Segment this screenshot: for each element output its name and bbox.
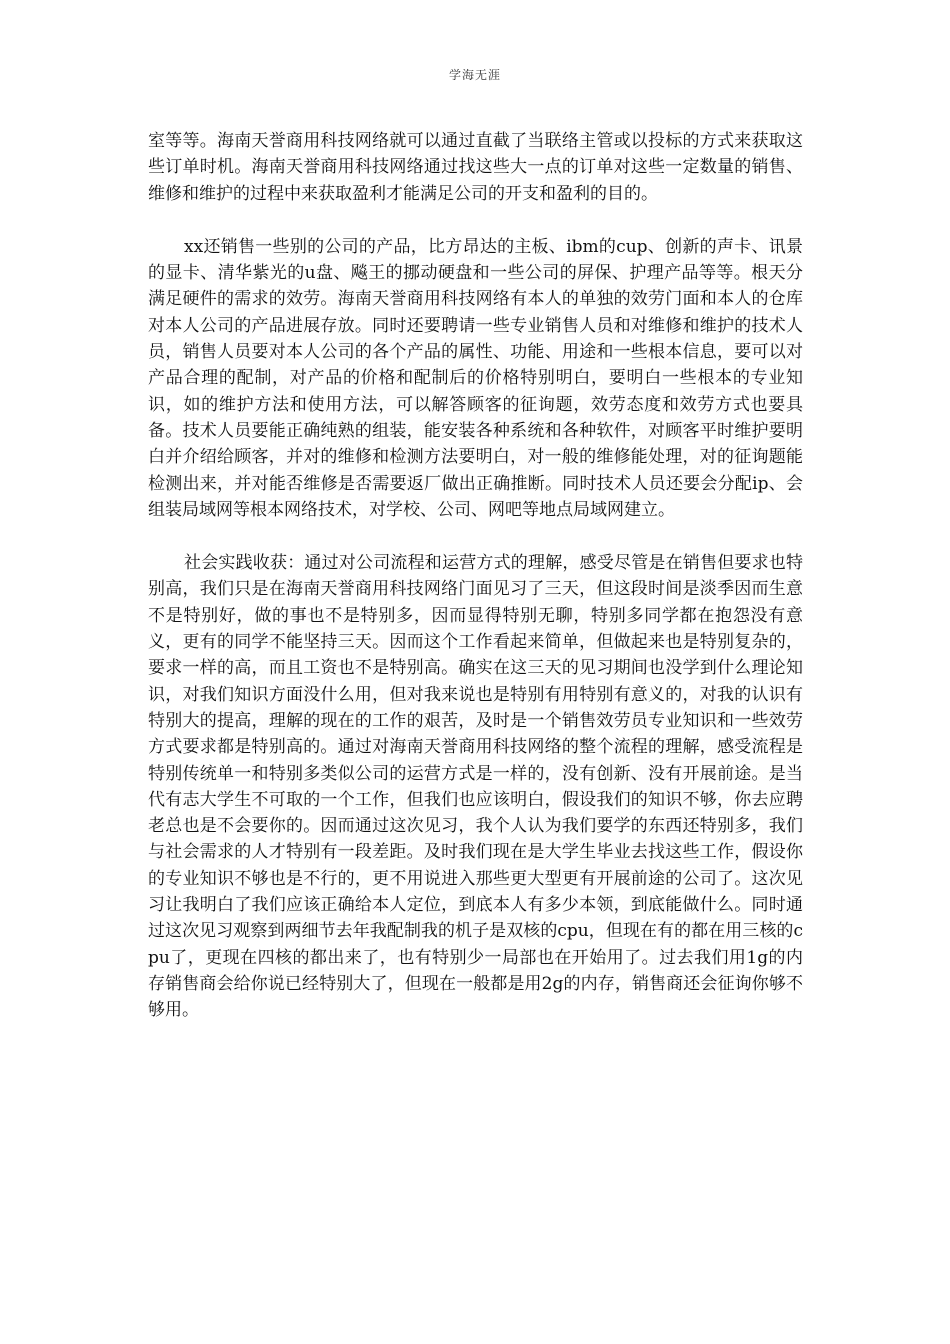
paragraph-2: xx还销售一些别的公司的产品，比方昂达的主板、ibm的cup、创新的声卡、讯景的显卡、清华紫光的u盘、飚王的挪动硬盘和一些公司的屏保、护理产品等等。根天分满足硬件的需求的效劳。海南天誉商用科技网络有本人的单独的效劳门面和本人的仓库对本人公司的产品进展存放。同时还要聘请一些专业销售人员和对维修和维护的技术人员，销售人员要对本人公司的各个产品的属性、功能、用途和一些根本信息，要可以对产品合理的配制，对产品的价格和配制后的价格特别明白，要明白一些根本的专业知识，如的维护方法和使用方法，可以解答顾客的征询题，效劳态度和效劳方式也要具备。技术人员要能正确纯熟的组装，能安装各种系统和各种软件，对顾客平时维护要明白并介绍给顾客，并对的维修和检测方法要明白，对一般的维修能处理，对的征询题能检测出来，并对能否维修是否需要返厂做出正确推断。同时技术人员还要会分配ip、会组装局域网等根本网络技术，对学校、公司、网吧等地点局域网建立。 <box>148 236 803 520</box>
paragraph-1: 室等等。海南天誉商用科技网络就可以通过直截了当联络主管或以投标的方式来获取这些订单时机。海南天誉商用科技网络通过找这些大一点的订单对这些一定数量的销售、维修和维护的过程中来获取盈利才能满足公司的开支和盈利的目的。 <box>148 131 803 204</box>
document-body <box>148 128 803 1051</box>
page-header: 学海无涯 <box>448 68 501 82</box>
paragraph-3: 社会实践收获：通过对公司流程和运营方式的理解，感受尽管是在销售但要求也特别高，我们只是在海南天誉商用科技网络门面见习了三天，但这段时间是淡季因而生意不是特别好，做的事也不是特别多，因而显得特别无聊，特别多同学都在抱怨没有意义，更有的同学不能坚持三天。因而这个工作看起来简单，但做起来也是特别复杂的，要求一样的高，而且工资也不是特别高。确实在这三天的见习期间也没学到什么理论知识，对我们知识方面没什么用，但对我来说也是特别有用特别有意义的，对我的认识有特别大的提高，理解的现在的工作的艰苦，及时是一个销售效劳员专业知识和一些效劳方式要求都是特别高的。通过对海南天誉商用科技网络的整个流程的理解，感受流程是特别传统单一和特别多类似公司的运营方式是一样的，没有创新、没有开展前途。是当代有志大学生不可取的一个工作，但我们也应该明白，假设我们的知识不够，你去应聘老总也是不会要你的。因而通过这次见习，我个人认为我们要学的东西还特别多，我们与社会需求的人才特别有一段差距。及时我们现在是大学生毕业去找这些工作，假设你的专业知识不够也是不行的，更不用说进入那些更大型更有开展前途的公司了。这次见习让我明白了我们应该正确给本人定位，到底本人有多少本领，到底能做什么。同时通过这次见习观察到两细节去年我配制我的机子是双核的cpu，但现在有的都在用三核的cpu了，更现在四核的都出来了，也有特别少一局部也在开始用了。过去我们用1g的内存销售商会给你说已经特别大了，但现在一般都是用2g的内存，销售商还会征询你够不够用。 <box>148 553 803 1021</box>
